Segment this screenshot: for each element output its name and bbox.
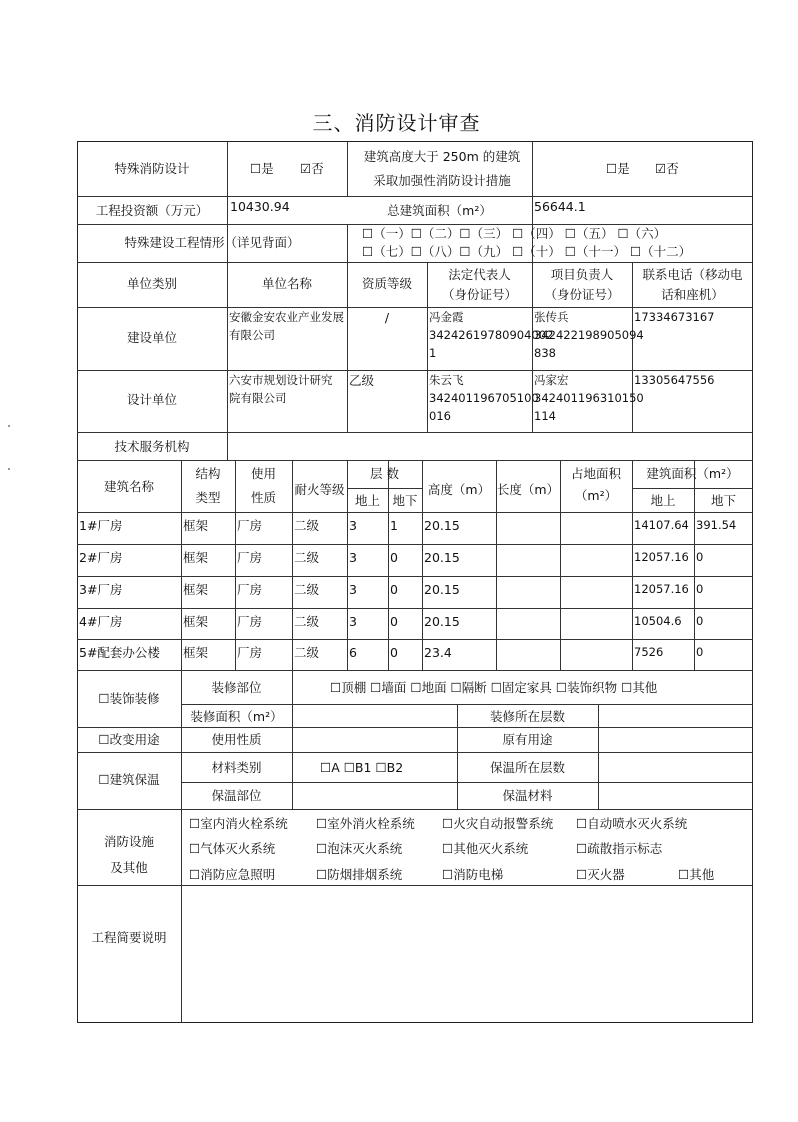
building-fire-rating: 二级: [294, 582, 320, 597]
manager-id-2: 114: [534, 409, 556, 423]
col-legal-rep-id: （身份证号）: [441, 287, 517, 302]
total-area-value: 56644.1: [534, 199, 586, 214]
insulation-floor-label: 保温所在层数: [489, 760, 565, 775]
table-rule: [77, 544, 753, 545]
building-use: 厂房: [237, 645, 263, 660]
col-fire-rating: 耐火等级: [294, 482, 345, 497]
building-name: 2#厂房: [79, 550, 123, 565]
investment-label: 工程投资额（万元）: [95, 203, 209, 218]
col-use: 使用: [250, 466, 276, 481]
insulation-part-label: 保温部位: [211, 788, 262, 803]
building-area-above: 12057.16: [634, 582, 689, 596]
tall-yes-checkbox: ☐是: [606, 161, 630, 176]
col-floors: 层 数: [370, 466, 399, 481]
building-floors-below: 0: [390, 550, 398, 565]
building-length: [498, 517, 560, 535]
building-fire-rating: 二级: [294, 550, 320, 565]
building-structure: 框架: [183, 645, 209, 660]
project-summary-label: 工程简要说明: [91, 930, 167, 945]
building-floors-above: 3: [349, 550, 357, 565]
building-length: [498, 613, 560, 631]
building-structure: 框架: [183, 518, 209, 533]
building-length: [498, 549, 560, 567]
total-area-label: 总建筑面积（m²）: [387, 203, 492, 218]
facility-option: ☐消防电梯: [442, 867, 504, 882]
building-use: 厂房: [237, 518, 263, 533]
unit-phone: 17334673167: [634, 310, 715, 324]
col-structure-2: 类型: [195, 490, 221, 505]
table-rule: [77, 460, 753, 461]
table-rule: [347, 141, 348, 196]
facility-option: ☐室内消火栓系统: [189, 816, 288, 831]
col-unit-name: 单位名称: [261, 276, 312, 291]
building-land-area: [562, 644, 632, 662]
col-height: 高度（m）: [427, 482, 491, 497]
col-area-above: 地上: [650, 493, 676, 508]
building-area-below: 0: [696, 550, 704, 564]
building-area-above: 12057.16: [634, 550, 689, 564]
building-use: 厂房: [237, 550, 263, 565]
unit-category: 建设单位: [126, 329, 177, 345]
use-nature-label: 使用性质: [211, 732, 262, 747]
building-floors-below: 0: [390, 614, 398, 629]
table-rule: [77, 752, 753, 753]
facility-option: ☐灭火器: [576, 867, 625, 882]
unit-phone: 13305647556: [634, 373, 715, 387]
facility-option: ☐疏散指示标志: [576, 841, 663, 856]
col-land-area: 占地面积: [570, 466, 621, 481]
col-legal-rep: 法定代表人: [448, 267, 511, 282]
col-area-below: 地下: [710, 493, 736, 508]
investment-value: 10430.94: [230, 199, 290, 214]
building-height: 20.15: [424, 582, 460, 597]
table-rule: [77, 370, 753, 371]
facilities-label: 消防设施: [103, 834, 154, 849]
building-floors-below: 1: [390, 518, 398, 533]
table-rule: [347, 488, 422, 489]
col-qualification: 资质等级: [361, 276, 412, 291]
facility-option: ☐室外消火栓系统: [316, 816, 415, 831]
col-length: 长度（m）: [496, 482, 560, 497]
building-height: 20.15: [424, 614, 460, 629]
table-rule: [77, 809, 753, 810]
material-category-label: 材料类别: [211, 760, 262, 775]
scan-mark: [8, 425, 10, 427]
building-fire-rating: 二级: [294, 518, 320, 533]
building-floors-above: 3: [349, 614, 357, 629]
building-area-above: 10504.6: [634, 614, 682, 628]
table-rule: [77, 432, 753, 433]
col-land-area-unit: （m²）: [574, 488, 618, 503]
building-floors-below: 0: [390, 645, 398, 660]
unit-name: 六安市规划设计研究: [229, 373, 333, 387]
special-no-checkbox: ☑否: [300, 161, 324, 176]
insulation-material-label: 保温材料: [502, 788, 553, 803]
scan-mark: [8, 468, 10, 470]
table-rule: [77, 670, 753, 671]
building-height: 20.15: [424, 518, 460, 533]
table-rule: [77, 262, 753, 263]
table-rule: [77, 576, 753, 577]
building-floors-above: 3: [349, 518, 357, 533]
special-design-label: 特殊消防设计: [114, 161, 190, 176]
table-rule: [77, 639, 753, 640]
col-floors-below: 地下: [392, 493, 418, 508]
tech-service-label: 技术服务机构: [114, 439, 190, 454]
decoration-parts-options: ☐顶棚 ☐墙面 ☐地面 ☐隔断 ☐固定家具 ☐装饰织物 ☐其他: [330, 680, 658, 695]
table-rule: [181, 704, 753, 705]
special-situation-label: 特殊建设工程情形（详见背面）: [124, 235, 300, 250]
building-area-above: 14107.64: [634, 518, 689, 532]
building-name: 1#厂房: [79, 518, 123, 533]
situation-options-row1: ☐（一）☐（二）☐（三） ☐（四） ☐（五） ☐（六）: [362, 226, 667, 241]
table-rule: [77, 196, 753, 197]
table-rule: [598, 752, 599, 809]
manager-id: 342422198905094: [534, 328, 644, 342]
building-use: 厂房: [237, 614, 263, 629]
col-project-manager: 项目负责人: [550, 267, 614, 282]
unit-qualification: /: [384, 310, 390, 325]
building-fire-rating: 二级: [294, 645, 320, 660]
change-use-checkbox: ☐改变用途: [98, 732, 160, 747]
building-area-below: 391.54: [696, 518, 737, 532]
manager-name: 冯家宏: [534, 373, 569, 387]
building-floors-above: 3: [349, 582, 357, 597]
facility-option: ☐气体灭火系统: [189, 841, 276, 856]
building-floors-above: 6: [349, 645, 357, 660]
building-fire-rating: 二级: [294, 614, 320, 629]
facilities-label-2: 及其他: [110, 860, 148, 875]
table-rule: [181, 782, 753, 783]
table-rule: [77, 885, 753, 886]
table-rule: [227, 432, 228, 460]
table-rule: [292, 752, 293, 809]
unit-name-2: 有限公司: [229, 328, 275, 342]
col-phone-2: 话和座机）: [661, 287, 724, 302]
building-structure: 框架: [183, 614, 209, 629]
col-project-manager-id: （身份证号）: [544, 287, 620, 302]
situation-options-row2: ☐（七）☐（八）☐（九） ☐（十） ☐（十一） ☐（十二）: [362, 244, 692, 259]
building-area-below: 0: [696, 614, 704, 628]
col-structure: 结构: [195, 466, 221, 481]
building-area-above: 7526: [634, 645, 664, 659]
unit-category: 设计单位: [126, 392, 177, 407]
table-rule: [77, 608, 753, 609]
building-structure: 框架: [183, 582, 209, 597]
col-use-2: 性质: [250, 490, 276, 505]
legal-rep-id-2: 1: [429, 346, 437, 360]
building-land-area: [562, 581, 632, 599]
decoration-checkbox: ☐装饰装修: [98, 691, 160, 706]
building-height: 20.15: [424, 550, 460, 565]
col-phone: 联系电话（移动电: [642, 267, 743, 282]
building-length: [498, 581, 560, 599]
legal-rep-name: 朱云飞: [429, 373, 464, 387]
manager-name: 张传兵: [534, 310, 569, 324]
facility-option: ☐其他灭火系统: [442, 841, 529, 856]
tall-no-checkbox: ☑否: [655, 161, 679, 176]
building-land-area: [562, 613, 632, 631]
building-length: [498, 644, 560, 662]
table-rule: [292, 727, 293, 752]
unit-qualification: 乙级: [349, 373, 375, 388]
table-rule: [632, 488, 753, 489]
table-rule: [347, 224, 348, 262]
manager-id: 342401196310150: [534, 391, 644, 405]
original-use-label: 原有用途: [502, 732, 553, 747]
col-building-area: 建筑面积（m²）: [646, 466, 739, 481]
table-rule: [292, 670, 293, 704]
building-land-area: [562, 549, 632, 567]
building-name: 4#厂房: [79, 614, 123, 629]
tall-building-label-2: 采取加强性消防设计措施: [373, 173, 511, 188]
decoration-floor-label: 装修所在层数: [489, 709, 565, 724]
building-structure: 框架: [183, 550, 209, 565]
building-name: 5#配套办公楼: [79, 645, 160, 660]
table-rule: [598, 704, 599, 727]
building-area-below: 0: [696, 645, 704, 659]
table-rule: [292, 704, 293, 727]
building-height: 23.4: [424, 645, 452, 660]
decoration-part-label: 装修部位: [211, 680, 262, 695]
building-area-below: 0: [696, 582, 704, 596]
insulation-checkbox: ☐建筑保温: [98, 772, 160, 787]
facility-option: ☐泡沫灭火系统: [316, 841, 403, 856]
building-floors-below: 0: [390, 582, 398, 597]
building-land-area: [562, 517, 632, 535]
unit-name-2: 院有限公司: [229, 391, 287, 405]
decoration-area-label: 装修面积（m²）: [190, 709, 283, 724]
col-floors-above: 地上: [354, 493, 380, 508]
facility-option: ☐消防应急照明: [189, 867, 276, 882]
table-rule: [598, 727, 599, 752]
table-rule: [77, 727, 753, 728]
facility-option: ☐自动喷水灭火系统: [576, 816, 688, 831]
unit-name: 安徽金安农业产业发展: [229, 310, 344, 324]
special-yes-checkbox: ☐是: [250, 161, 274, 176]
manager-id-2: 838: [534, 346, 556, 360]
legal-rep-name: 冯金霞: [429, 310, 464, 324]
facility-option: ☐防烟排烟系统: [316, 867, 403, 882]
building-use: 厂房: [237, 582, 263, 597]
table-rule: [77, 512, 753, 513]
legal-rep-id: 342401196705100: [429, 391, 539, 405]
building-name: 3#厂房: [79, 582, 123, 597]
col-building-name: 建筑名称: [103, 479, 154, 494]
legal-rep-id-2: 016: [429, 409, 451, 423]
facility-option: ☐火灾自动报警系统: [442, 816, 554, 831]
material-options: ☐A ☐B1 ☐B2: [320, 760, 404, 775]
facility-option: ☐其他: [678, 867, 715, 882]
tall-building-label-1: 建筑高度大于 250m 的建筑: [363, 149, 521, 164]
page-title: 三、消防设计审查: [312, 111, 481, 135]
col-unit-category: 单位类别: [126, 276, 177, 291]
table-rule: [77, 307, 753, 308]
legal-rep-id: 34242619780904002: [429, 328, 554, 342]
